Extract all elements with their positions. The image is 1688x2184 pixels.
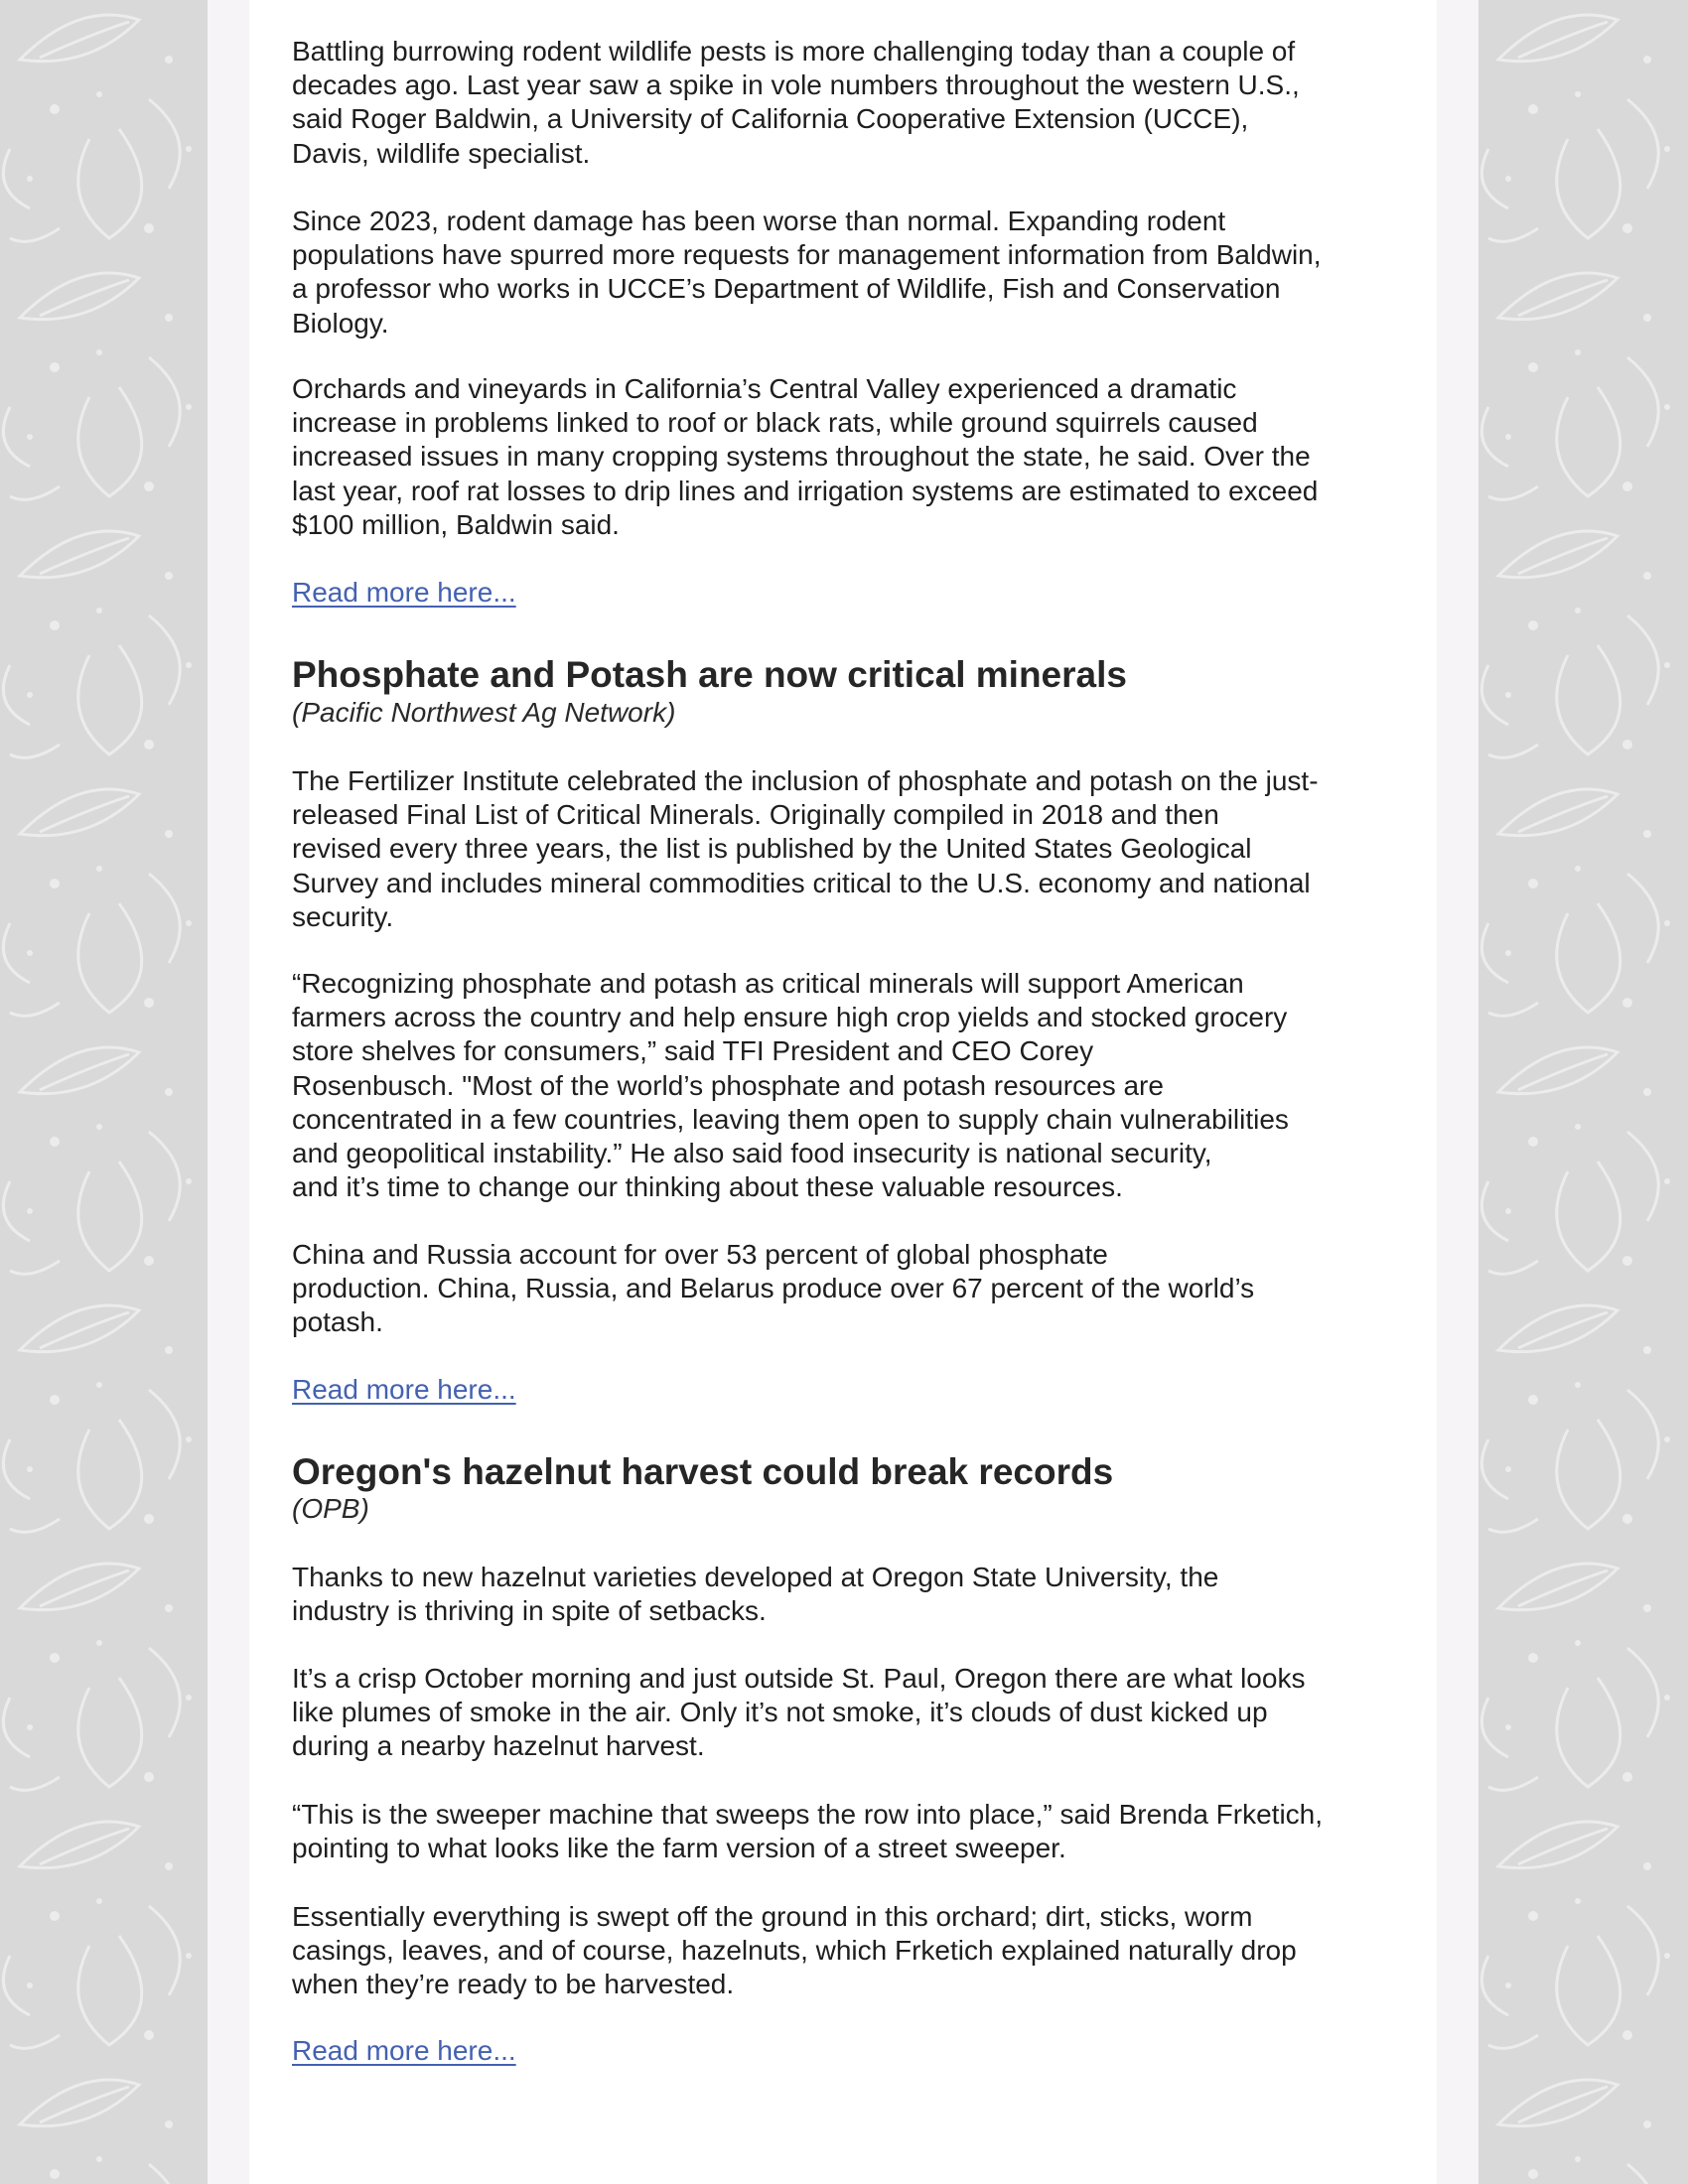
text-line: last year, roof rat losses to drip lines and irrigation systems are estimated to exceed	[292, 475, 1319, 506]
text-line: “This is the sweeper machine that sweeps the row into place,” said Brenda Frketich,	[292, 1799, 1324, 1830]
text-line: Orchards and vineyards in California’s Central Valley experienced a dramatic	[292, 373, 1237, 404]
text-line: Since 2023, rodent damage has been worse than normal. Expanding rodent	[292, 205, 1226, 236]
article2-title: Phosphate and Potash are now critical minerals	[292, 654, 1127, 695]
article3-paragraph-2	[292, 1662, 1305, 1764]
text-line: The Fertilizer Institute celebrated the inclusion of phosphate and potash on the just-	[292, 765, 1319, 796]
article2-source: (Pacific Northwest Ag Network)	[292, 697, 676, 728]
text-line: and it’s time to change our thinking about these valuable resources.	[292, 1171, 1123, 1203]
floral-pattern-left	[0, 0, 208, 2184]
article1-paragraph-3	[292, 372, 1318, 542]
text-line: revised every three years, the list is published by the United States Geological	[292, 833, 1252, 865]
text-line: China and Russia account for over 53 percent of global phosphate	[292, 1239, 1108, 1270]
left-margin-band	[208, 0, 249, 2184]
text-line: decades ago. Last year saw a spike in vole numbers throughout the western U.S.,	[292, 69, 1300, 101]
text-line: said Roger Baldwin, a University of California Cooperative Extension (UCCE),	[292, 103, 1249, 135]
article3-paragraph-3	[292, 1798, 1323, 1865]
text-line: increase in problems linked to roof or black rats, while ground squirrels caused	[292, 407, 1258, 439]
text-line: farmers across the country and help ensure high crop yields and stocked grocery	[292, 1002, 1288, 1033]
text-line: and geopolitical instability.” He also said food insecurity is national security,	[292, 1138, 1212, 1169]
text-line: Essentially everything is swept off the ground in this orchard; dirt, sticks, worm	[292, 1901, 1253, 1932]
text-line: production. China, Russia, and Belarus produce over 67 percent of the world’s	[292, 1273, 1255, 1304]
text-line: Battling burrowing rodent wildlife pests is more challenging today than a couple of	[292, 36, 1296, 67]
text-line: concentrated in a few countries, leaving them open to supply chain vulnerabilities	[292, 1103, 1289, 1135]
text-line: when they’re ready to be harvested.	[292, 1969, 735, 2000]
text-line: Survey and includes mineral commodities critical to the U.S. economy and national	[292, 867, 1311, 898]
text-line: populations have spurred more requests for management information from Baldwin,	[292, 239, 1322, 271]
article2-paragraph-3	[292, 1238, 1254, 1340]
text-line: potash.	[292, 1306, 383, 1338]
article3-paragraph-4	[292, 1900, 1297, 2002]
article2-read-more-link[interactable]: Read more here...	[292, 1374, 516, 1405]
text-line: increased issues in many cropping systems throughout the state, he said. Over the	[292, 441, 1311, 473]
text-line: a professor who works in UCCE’s Department of Wildlife, Fish and Conservation	[292, 273, 1281, 305]
text-line: security.	[292, 900, 394, 932]
text-line: Thanks to new hazelnut varieties developed at Oregon State University, the	[292, 1562, 1219, 1592]
article2-paragraph-1	[292, 764, 1319, 934]
text-line: $100 million, Baldwin said.	[292, 508, 620, 540]
article3-source: (OPB)	[292, 1493, 369, 1524]
article1-paragraph-1	[292, 35, 1300, 171]
article2-paragraph-2	[292, 967, 1289, 1204]
floral-pattern-right	[1478, 0, 1688, 2184]
text-line: store shelves for consumers,” said TFI President and CEO Corey	[292, 1035, 1094, 1067]
text-line: Rosenbusch. "Most of the world’s phosphate and potash resources are	[292, 1069, 1164, 1101]
text-line: pointing to what looks like the farm version of a street sweeper.	[292, 1833, 1066, 1864]
text-line: Biology.	[292, 307, 389, 339]
text-line: released Final List of Critical Minerals. Originally compiled in 2018 and then	[292, 799, 1219, 831]
article3-title: Oregon's hazelnut harvest could break records	[292, 1451, 1114, 1492]
text-line: casings, leaves, and of course, hazelnuts, which Frketich explained naturally drop	[292, 1935, 1297, 1967]
text-line: Davis, wildlife specialist.	[292, 137, 591, 169]
article3-read-more-link[interactable]: Read more here...	[292, 2035, 516, 2066]
text-line: “Recognizing phosphate and potash as critical minerals will support American	[292, 968, 1244, 999]
text-line: during a nearby hazelnut harvest.	[292, 1730, 705, 1762]
text-line: industry is thriving in spite of setbacks.	[292, 1595, 767, 1627]
text-line: It’s a crisp October morning and just outside St. Paul, Oregon there are what looks	[292, 1663, 1306, 1694]
article1-read-more-link[interactable]: Read more here...	[292, 577, 516, 608]
text-line: like plumes of smoke in the air. Only it’s not smoke, it’s clouds of dust kicked up	[292, 1697, 1268, 1728]
article3-paragraph-1	[292, 1561, 1218, 1628]
article1-paragraph-2	[292, 205, 1322, 341]
right-margin-band	[1437, 0, 1478, 2184]
